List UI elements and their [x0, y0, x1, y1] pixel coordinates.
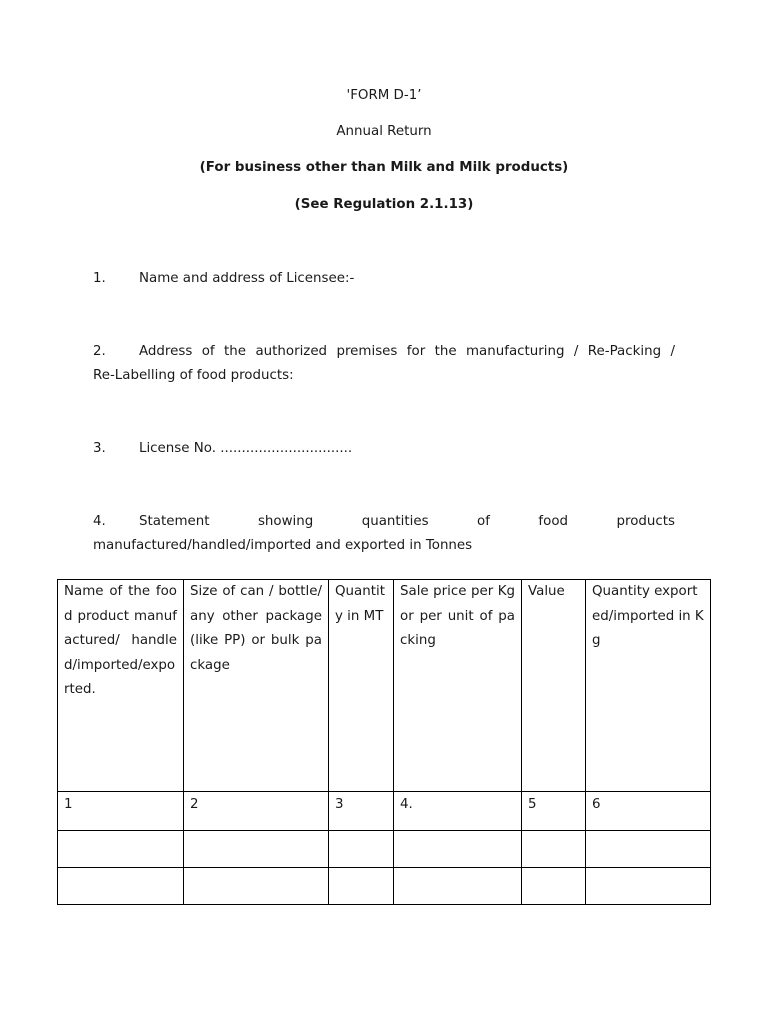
table-cell [329, 868, 394, 905]
column-number-cell: 1 [58, 792, 184, 831]
item-line-2: Re-Labelling of food products: [93, 368, 294, 383]
table-cell [58, 868, 184, 905]
table-header-row [58, 580, 711, 792]
table-cell [394, 868, 522, 905]
table-cell [522, 868, 586, 905]
table-cell [522, 831, 586, 868]
column-number-cell: 3 [329, 792, 394, 831]
item-line-2: manufactured/handled/imported and exported in Tonnes [93, 538, 473, 553]
table-cell [58, 831, 184, 868]
regulation-reference: (See Regulation 2.1.13) [294, 197, 474, 212]
header-cell-package-size: Size of can / bottle/any other package (like PP) or bulk package [184, 580, 329, 792]
item-4 [93, 510, 675, 558]
column-number-cell: 2 [184, 792, 329, 831]
table-column-number-row [58, 792, 711, 831]
column-number-cell: 5 [522, 792, 586, 831]
form-subtitle: (For business other than Milk and Milk products) [199, 160, 569, 175]
item-number: 4. [93, 514, 106, 529]
table-cell [394, 831, 522, 868]
header-cell-quantity: Quantity in MT [329, 580, 394, 792]
item-number: 2. [93, 344, 106, 359]
column-number-cell: 6 [586, 792, 711, 831]
header-cell-sale-price: Sale price per Kg or per unit of packing [394, 580, 522, 792]
item-text: Name and address of Licensee:- [139, 271, 355, 286]
item-3 [93, 437, 675, 461]
table-cell [184, 831, 329, 868]
item-text: Address of the authorized premises for the manufacturing / Re-Packing / [139, 344, 675, 359]
item-text: License No. ............................... [139, 441, 353, 456]
column-number-cell: 4. [394, 792, 522, 831]
item-text: Statement showing quantities of food products [139, 514, 675, 529]
item-line-1 [93, 510, 675, 534]
item-number: 3. [93, 441, 106, 456]
item-2 [93, 340, 675, 388]
header-cell-value: Value [522, 580, 586, 792]
table-cell [184, 868, 329, 905]
header-cell-food-product: Name of the food product manufactured/ handled/imported/exported. [58, 580, 184, 792]
item-number: 1. [93, 271, 106, 286]
statement-table [57, 579, 711, 905]
item-line-1 [93, 340, 675, 364]
table-cell [586, 831, 711, 868]
form-code: 'FORM D-1’ [346, 88, 422, 103]
table-cell [586, 868, 711, 905]
table-row [58, 868, 711, 905]
table-cell [329, 831, 394, 868]
form-title: Annual Return [336, 124, 432, 139]
header-cell-quantity-exported: Quantity exported/imported in Kg [586, 580, 711, 792]
table-row [58, 831, 711, 868]
item-1 [93, 267, 675, 291]
